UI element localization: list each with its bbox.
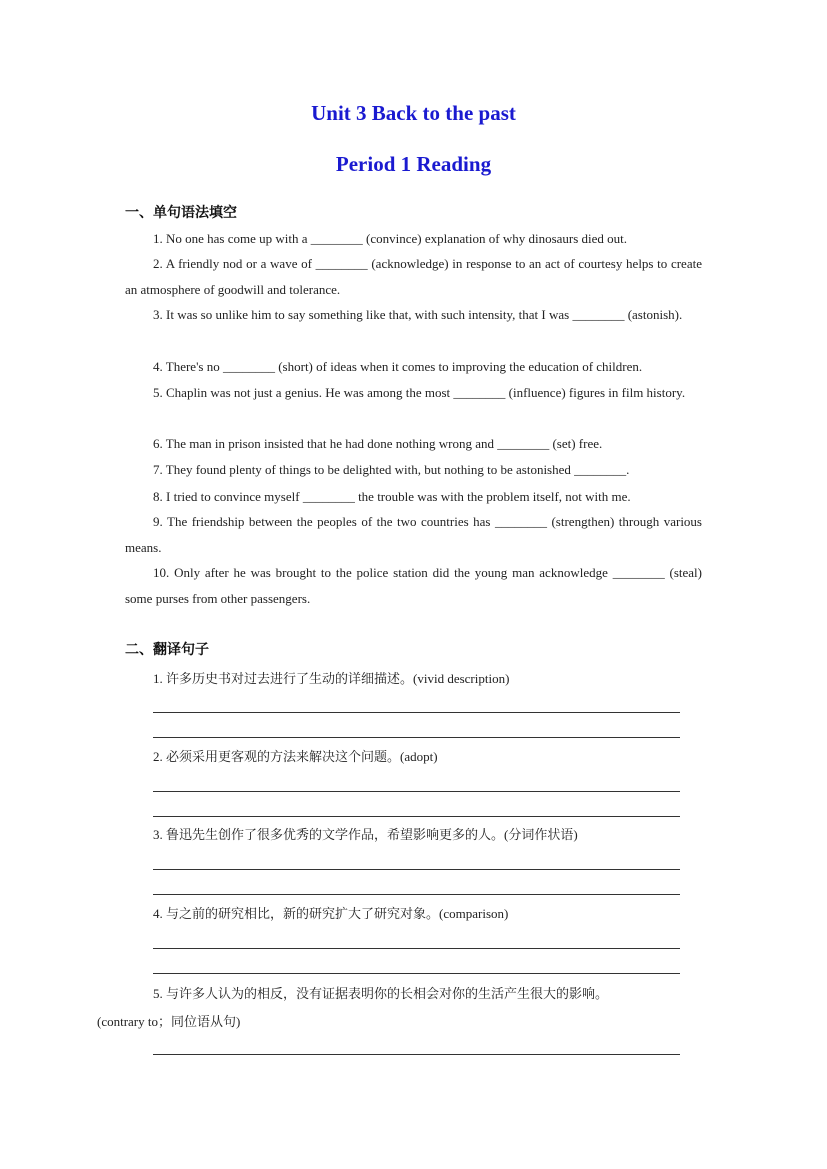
translation-question: [125, 743, 702, 771]
question-number: 5.: [153, 385, 163, 400]
answer-line[interactable]: [153, 1054, 680, 1055]
answer-line[interactable]: [153, 791, 680, 792]
question-number: 3.: [153, 827, 163, 842]
page-title: Unit 3 Back to the past: [311, 101, 516, 125]
hint-text: (comparison): [439, 906, 509, 921]
grammar-question: [125, 484, 702, 510]
question-number: 6.: [153, 436, 163, 451]
chinese-sentence: 必须采用更客观的方法来解决这个问题。: [166, 750, 401, 765]
translation-question: [125, 665, 702, 693]
answer-line[interactable]: [153, 816, 680, 817]
hint-text: (adopt): [400, 749, 438, 764]
question-text: I tried to convince myself ________ the trouble was with the problem itself, not with me.: [166, 489, 631, 504]
question-number: 8.: [153, 489, 163, 504]
answer-line[interactable]: [153, 894, 680, 895]
question-number: 5.: [153, 986, 163, 1001]
grammar-question: [125, 457, 702, 483]
section-heading-grammar: 一、单句语法填空: [125, 205, 237, 221]
question-text: They found plenty of things to be delighted with, but nothing to be astonished ________.: [165, 462, 630, 477]
page-subtitle: Period 1 Reading: [335, 152, 492, 176]
answer-line[interactable]: [153, 869, 680, 870]
question-text: The man in prison insisted that he had done nothing wrong and ________ (set) free.: [165, 436, 603, 451]
question-number: 9.: [153, 514, 163, 529]
question-number: 2.: [153, 256, 163, 271]
hint-text: (分词作状语): [504, 827, 578, 842]
question-number: 1.: [153, 231, 163, 246]
question-text: It was so unlike him to say something like that, with such intensity, that I was ________ (astonish).: [166, 307, 683, 322]
question-text: A friendly nod or a wave of ________ (acknowledge) in response to an act of courtesy helps to create an atmosphere of goodwill and tolerance.: [125, 256, 702, 297]
question-number: 4.: [153, 906, 163, 921]
answer-line[interactable]: [153, 737, 680, 738]
question-text: No one has come up with a ________ (convince) explanation of why dinosaurs died out.: [166, 231, 628, 246]
question-number: 2.: [153, 749, 163, 764]
question-number: 3.: [153, 307, 163, 322]
chinese-sentence: 与许多人认为的相反，没有证据表明你的长相会对你的生活产生很大的影响。: [166, 987, 609, 1002]
question-number: 1.: [153, 671, 163, 686]
hint-text: (vivid description): [413, 671, 510, 686]
question-number: 7.: [153, 462, 163, 477]
chinese-sentence: 许多历史书对过去进行了生动的详细描述。: [166, 672, 414, 687]
grammar-question: [125, 354, 702, 380]
chinese-sentence: 鲁迅先生创作了很多优秀的文学作品，希望影响更多的人。: [166, 828, 505, 843]
hint-text: (contrary to；同位语从句): [97, 1014, 241, 1029]
question-text: Chaplin was not just a genius. He was among the most ________ (influence) figures in film history.: [166, 385, 686, 400]
answer-line[interactable]: [153, 712, 680, 713]
grammar-question: [125, 380, 702, 406]
section-heading-translation: 二、翻译句子: [125, 642, 209, 658]
translation-question: [97, 980, 702, 1035]
grammar-question: [125, 509, 702, 560]
grammar-question: [125, 560, 702, 611]
answer-line[interactable]: [153, 948, 680, 949]
grammar-question: [125, 431, 702, 457]
grammar-question: [125, 251, 702, 302]
question-text: There's no ________ (short) of ideas when it comes to improving the education of children.: [165, 359, 643, 374]
question-text: Only after he was brought to the police station did the young man acknowledge ________ (steal) some purses from other passengers.: [125, 565, 702, 606]
grammar-question: [125, 302, 702, 328]
grammar-question: [125, 226, 702, 252]
answer-line[interactable]: [153, 973, 680, 974]
question-number: 10.: [153, 565, 170, 580]
translation-question: [125, 821, 702, 849]
question-number: 4.: [153, 359, 163, 374]
question-text: The friendship between the peoples of the two countries has ________ (strengthen) through various means.: [125, 514, 702, 555]
translation-question: [125, 900, 702, 928]
chinese-sentence: 与之前的研究相比，新的研究扩大了研究对象。: [166, 907, 440, 922]
